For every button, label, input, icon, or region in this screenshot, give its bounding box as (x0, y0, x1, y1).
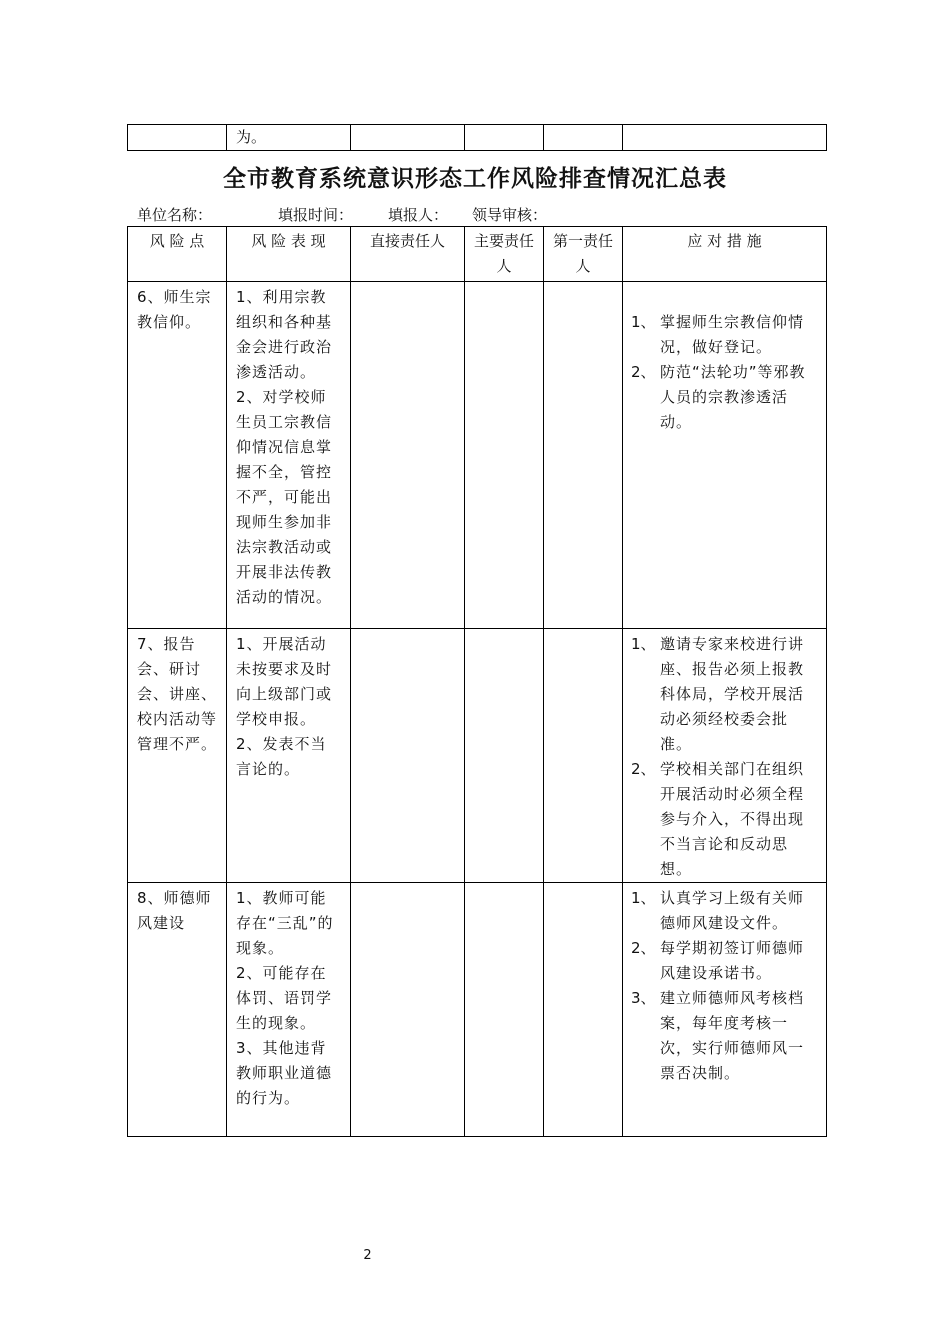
risk-point-cell: 7、报告会、研讨会、讲座、校内活动等管理不严。 (128, 629, 227, 883)
first-responsible-cell (544, 883, 623, 1137)
header-main-responsible: 主要责任人 (465, 227, 544, 282)
risk-point-cell: 8、师德师风建设 (128, 883, 227, 1137)
table-cell: 为。 (227, 125, 351, 151)
risk-item: 2、可能存在体罚、语罚学生的现象。 (236, 964, 333, 1032)
countermeasure-cell (623, 629, 827, 883)
list-item (631, 310, 818, 360)
item-text: 邀请专家来校进行讲座、报告必须上报教科体局，学校开展活动必须经校委会批准。 (660, 635, 805, 753)
item-number: 1、 (631, 635, 656, 653)
risk-manifestation-cell (227, 282, 351, 629)
table-row (128, 883, 827, 1137)
main-responsible-cell (465, 883, 544, 1137)
list-item (631, 936, 818, 986)
header-first-responsible: 第一责任人 (544, 227, 623, 282)
direct-responsible-cell (351, 629, 465, 883)
direct-responsible-cell (351, 883, 465, 1137)
table-cell (128, 125, 227, 151)
list-item (631, 632, 818, 757)
risk-summary-table (127, 226, 827, 1137)
item-text: 建立师德师风考核档案，每年度考核一次，实行师德师风一票否决制。 (660, 989, 805, 1082)
table-cell (351, 125, 465, 151)
table-cell (623, 125, 827, 151)
item-number: 2、 (631, 363, 656, 381)
item-number: 1、 (631, 313, 656, 331)
first-responsible-cell (544, 629, 623, 883)
item-number: 3、 (631, 989, 656, 1007)
item-text: 认真学习上级有关师德师风建设文件。 (660, 889, 805, 932)
table-cell (544, 125, 623, 151)
item-number: 1、 (631, 889, 656, 907)
risk-point-cell: 6、师生宗教信仰。 (128, 282, 227, 629)
header-risk-manifestation: 风 险 表 现 (227, 227, 351, 282)
fill-time-label: 填报时间： (278, 206, 354, 224)
risk-manifestation-cell (227, 629, 351, 883)
item-number: 2、 (631, 760, 656, 778)
first-responsible-cell (544, 282, 623, 629)
header-direct-responsible: 直接责任人 (351, 227, 465, 282)
item-text: 防范“法轮功”等邪教人员的宗教渗透活动。 (660, 363, 806, 431)
table-row (128, 282, 827, 629)
unit-name-label: 单位名称： (137, 206, 213, 224)
list-item (631, 986, 818, 1086)
risk-item: 1、教师可能存在“三乱”的现象。 (236, 889, 334, 957)
risk-item: 3、其他违背教师职业道德的行为。 (236, 1039, 333, 1107)
item-text: 学校相关部门在组织开展活动时必须全程参与介入，不得出现不当言论和反动思想。 (660, 760, 805, 878)
countermeasure-list (631, 310, 818, 435)
table-cell (465, 125, 544, 151)
page-number: 2 (363, 1248, 372, 1263)
direct-responsible-cell (351, 282, 465, 629)
item-number: 2、 (631, 939, 656, 957)
risk-item: 1、利用宗教组织和各种基金会进行政治渗透活动。 (236, 288, 333, 381)
page-title: 全市教育系统意识形态工作风险排查情况汇总表 (223, 166, 727, 192)
risk-item: 2、发表不当言论的。 (236, 735, 327, 778)
risk-item: 1、开展活动未按要求及时向上级部门或学校申报。 (236, 635, 333, 728)
list-item (631, 360, 818, 435)
table-row (128, 125, 827, 151)
header-risk-point: 风 险 点 (128, 227, 227, 282)
previous-table-tail (127, 124, 827, 151)
countermeasure-cell (623, 282, 827, 629)
item-text: 每学期初签订师德师风建设承诺书。 (660, 939, 805, 982)
countermeasure-list (631, 886, 818, 1086)
main-responsible-cell (465, 629, 544, 883)
main-responsible-cell (465, 282, 544, 629)
list-item (631, 757, 818, 882)
item-text: 掌握师生宗教信仰情况，做好登记。 (660, 313, 805, 356)
review-label: 领导审核： (472, 206, 548, 224)
risk-manifestation-cell (227, 883, 351, 1137)
filler-label: 填报人： (388, 206, 449, 224)
countermeasure-cell (623, 883, 827, 1137)
table-row (128, 629, 827, 883)
header-countermeasures: 应 对 措 施 (623, 227, 827, 282)
table-header-row (128, 227, 827, 282)
countermeasure-list (631, 632, 818, 882)
risk-item: 2、对学校师生员工宗教信仰情况信息掌握不全，管控不严，可能出现师生参加非法宗教活动或开展非法传教活动的情况。 (236, 388, 333, 606)
list-item (631, 886, 818, 936)
